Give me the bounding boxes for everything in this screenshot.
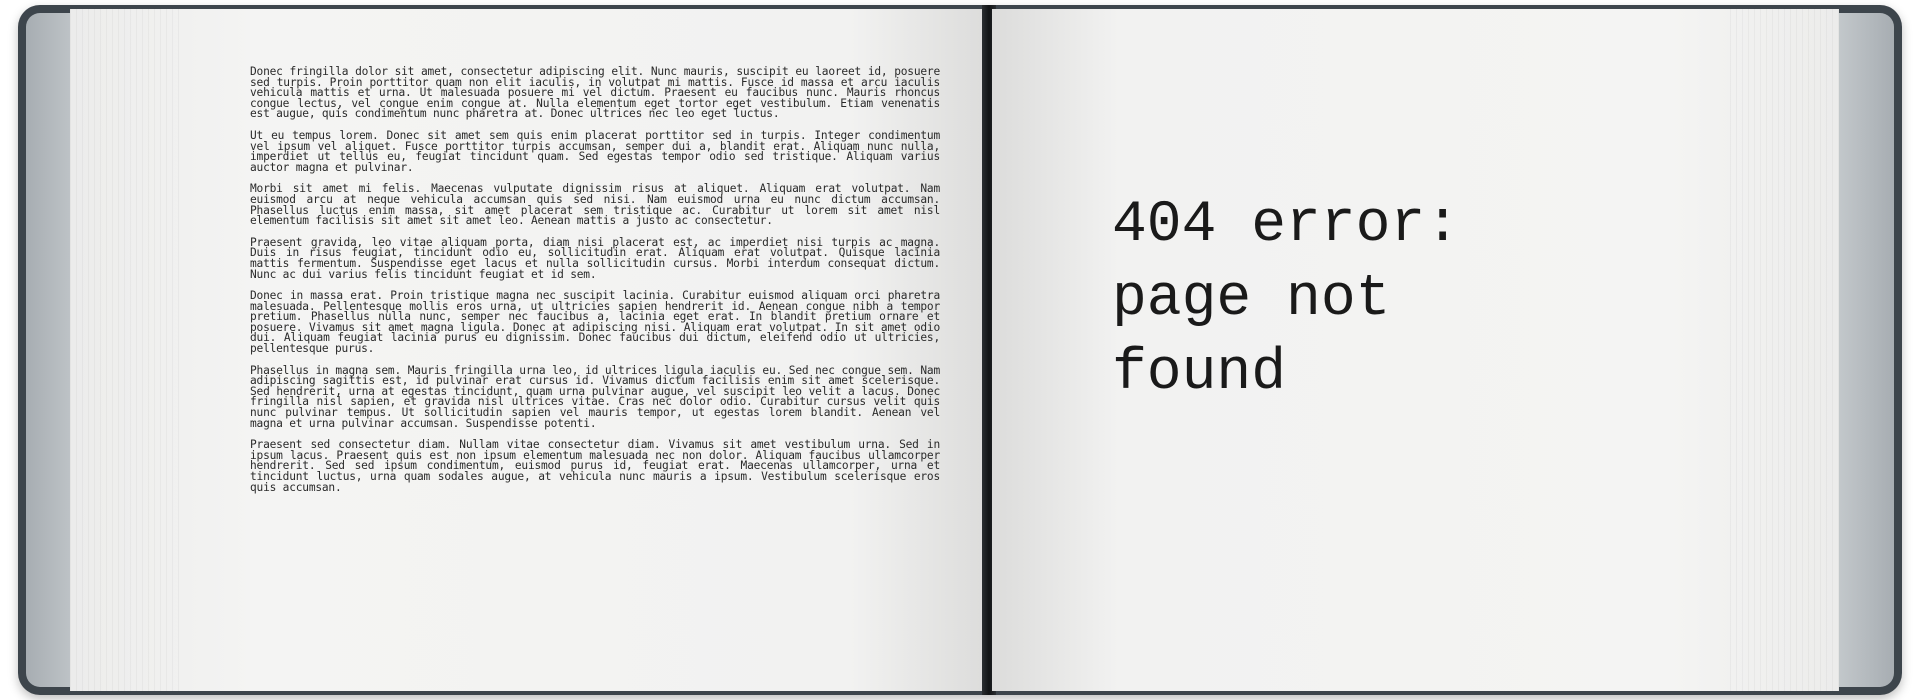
- open-book: [18, 5, 1902, 695]
- paragraph: Donec fringilla dolor sit amet, consectetur adipiscing elit. Nunc mauris, suscipit eu laoreet id, posuere sed turpis. Proin porttitor quam non elit iaculis, in volutpat mi mattis. Fusce id massa et arcu iaculis vehicula mattis et urna. Ut malesuada posuere mi vel dictum. Praesent eu faucibus nunc. Mauris rhoncus congue lectus, vel congue enim congue at. Nulla elementum eget tortor eget vestibulum. Etiam venenatis est augue, quis condimentum nunc pharetra at. Donec ultrices nec leo eget luctus.: [250, 65, 940, 121]
- lorem-text-block: [250, 67, 940, 504]
- book-cover-right: [1834, 13, 1894, 687]
- paragraph: Donec in massa erat. Proin tristique magna nec suscipit lacinia. Curabitur euismod aliquam orci pharetra malesuada. Pellentesque mollis eros urna, ut ultricies sapien hendrerit id. Aenean congue nibh a tempor pretium. Phasellus nulla nunc, semper nec faucibus a, lacinia eget erat. In blandit pretium ornare et posuere. Vivamus sit amet magna ligula. Donec at adipiscing nisi. Aliquam erat volutpat. In sit amet odio dui. Aliquam feugiat lacinia purus eu dignissim. Donec faucibus dui dictum, eleifend odio ut ultricies, pellentesque purus.: [250, 289, 940, 356]
- paragraph: Praesent sed consectetur diam. Nullam vitae consectetur diam. Vivamus sit amet vestibulum urna. Sed in ipsum lacus. Praesent quis est non ipsum elementum malesuada nec non dolor. Aliquam faucibus ullamcorper hendrerit. Sed sed ipsum condimentum, euismod purus id, feugiat erat. Maecenas ullamcorper, urna et tincidunt luctus, urna quam sodales augue, at vehicula nunc mauris a ipsum. Vestibulum scelerisque eros quis accumsan.: [250, 438, 940, 494]
- right-page: [992, 9, 1839, 691]
- paragraph: Praesent gravida, leo vitae aliquam porta, diam nisi placerat est, ac imperdiet nisi turpis ac magna. Duis in risus feugiat, tincidunt odio eu, sollicitudin erat. Aliquam erat volutpat. Quisque lacinia mattis fermentum. Suspendisse eget lacus et nulla sollicitudin cursus. Morbi interdum consequat dictum. Nunc ac dui varius felis tincidunt feugiat et id sem.: [250, 235, 940, 281]
- error-message: 404 error: page not found: [1112, 193, 1461, 406]
- paragraph: Phasellus in magna sem. Mauris fringilla urna leo, id ultrices ligula iaculis eu. Sed nec congue sem. Nam adipiscing sagittis est, id pulvinar erat cursus id. Vivamus dictum facilisis enim sit amet scelerisque. Sed hendrerit, urna at egestas tincidunt, quam urna pulvinar augue, vel suscipit leo velit a lacus. Donec fringilla nisl sapien, et gravida nisl ultrices vitae. Cras nec dolor odio. Curabitur cursus velit quis nunc pulvinar tempus. Ut sollicitudin sapien vel mauris tempor, ut egestas lorem blandit. Aenean vel magna et urna pulvinar accumsan. Suspendisse potenti.: [250, 363, 940, 430]
- paragraph: Ut eu tempus lorem. Donec sit amet sem quis enim placerat porttitor sed in turpis. Integer condimentum vel ipsum vel aliquet. Fusce porttitor turpis accumsan, semper dui a, blandit erat. Aliquam nunc nulla, imperdiet ut tellus eu, feugiat tincidunt quam. Sed egestas tempor odio sed tristique. Aliquam varius auctor magna et pulvinar.: [250, 128, 940, 174]
- left-page: [70, 9, 987, 691]
- paragraph: Morbi sit amet mi felis. Maecenas vulputate dignissim risus at aliquet. Aliquam erat volutpat. Nam euismod arcu at neque vehicula accumsan quis sed nisi. Nam euismod urna eu nunc dictum accumsan. Phasellus luctus enim massa, sit amet placerat sem tristique ac. Curabitur ut lorem sit amet nisl elementum facilisis sit amet sit amet leo. Aenean mattis a justo ac consectetur.: [250, 182, 940, 228]
